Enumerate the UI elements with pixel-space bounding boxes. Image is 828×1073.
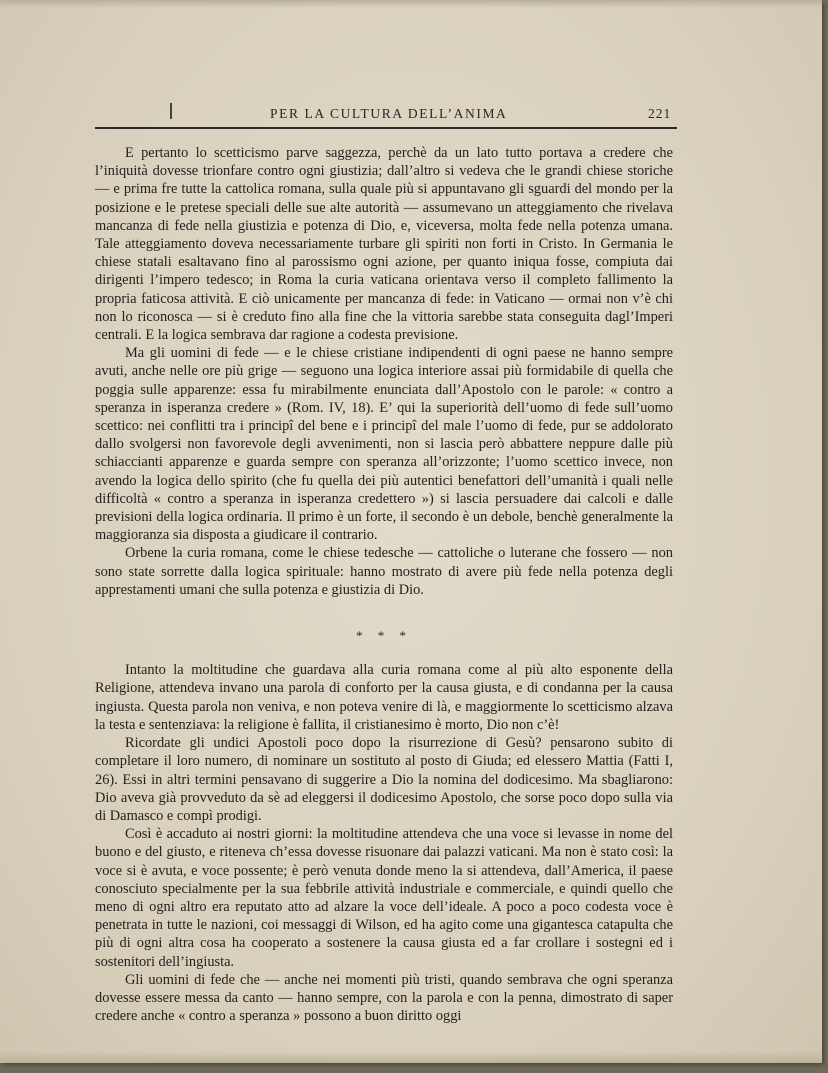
paragraph: Ma gli uomini di fede — e le chiese cristiane indipendenti di ogni paese ne hanno sempre avuti, anche nelle ore più grige — seguono una logica interiore assai più formidabile di quella che poggia sulle apparenze: essa fu mirabilmente enunciata dall’Apostolo con le parole: « contro a speranza in isperanza credere » (Rom. IV, 18). E’ qui la superiorità dell’uomo di fede sull’uomo scettico: nei conflitti tra i principî del bene e i principî del male l’uomo di fede, pur se addolorato dallo svolgersi non favorevole degli avvenimenti, non si lascia però abbattere neppure dalle più schiaccianti apparenze e guarda sempre con speranza all’orizzonte; l’uomo scettico invece, non avendo la logica dello spirito (che fu quella dei più autentici benefattori dell’umanità i quali nelle difficoltà « contro a speranza in isperanza credettero ») si lascia persuadere dai calcoli e dalle previsioni della logica ordinaria. Il primo è un forte, il secondo è un debole, benchè generalmente la maggioranza sia disposta a giudicare il contrario. — [95, 345, 673, 544]
paragraph: Così è accaduto ai nostri giorni: la moltitudine attendeva che una voce si levasse in nome del buono e del giusto, e riteneva ch’essa dovesse risuonare dai palazzi vaticani. Ma non è stato così: la voce si è avuta, e voce possente; è però venuta donde meno la si attendeva, dall’America, il paese conosciuto specialmente per la sua febbrile attività industriale e commerciale, e quindi quello che meno di ogni altro era reputato atto ad alzare la voce dell’ideale. A poco a poco codesta voce è penetrata in tutte le nazioni, coi messaggi di Wilson, ed ha agito come una gigantesca catapulta che più di ogni altra cosa ha cooperato a sostenere la causa giusta ed a far crollare i sostegni ed i sostenitori dell’ingiusta. — [95, 826, 673, 970]
page-number: 221 — [648, 106, 672, 121]
paragraph: Gli uomini di fede che — anche nei momenti più tristi, quando sembrava che ogni speranza dovesse essere messa da canto — hanno sempre, con la parola e con la penna, dimostrato di saper credere anche « contro a speranza » possono a buon diritto oggi — [95, 971, 673, 1025]
paragraph: E pertanto lo scetticismo parve saggezza, perchè da un lato tutto portava a credere che l’iniquità dovesse trionfare contro ogni giustizia; dall’altro si vedeva che le grandi chiese storiche — e prima fre tutte la cattolica romana, sulla quale più si appuntavano gli sguardi del mondo per la posizione e le pretese speciali delle sue alte autorità — assumevano un atteggiamento che rivelava mancanza di fede nella giustizia e potenza di Dio, e, viceversa, molta fede nella potenza umana. Tale atteggiamento doveva necessariamente turbare gli spiriti non forti in Cristo. In Germania le chiese statali esaltavano fino al parossismo ogni azione, per quanto iniqua fosse, compiuta dai dirigenti l’impero tedesco; in Roma la curia vaticana orientava verso il completo fallimento la propria faticosa attività. E ciò unicamente per mancanza di fede: in Vaticano — ormai non v’è chi non lo riconosca — si è creduto fino alla fine che la vittoria sarebbe stata conseguita dagl’Imperi centrali. E la logica sembrava dar ragione a codesta previsione. — [95, 145, 673, 344]
body-text — [95, 144, 673, 1025]
section-separator: * * * — [356, 628, 412, 644]
paragraph: Orbene la curia romana, come le chiese tedesche — cattoliche o luterane che fossero — non sono state sorrette dalla logica spirituale: hanno mostrato di avere più fede nella potenza degli apprestamenti umani che sulla potenza e giustizia di Dio. — [95, 545, 673, 598]
paragraph: Intanto la moltitudine che guardava alla curia romana come al più alto esponente della Religione, attendeva invano una parola di conforto per la causa giusta, e di condanna per la causa ingiusta. Questa parola non veniva, e non poteva venire di là, e maggiormente lo scetticismo alzava la testa e sentenziava: la religione è fallita, il cristianesimo è morto, Dio non c’è! — [95, 662, 673, 733]
page-top-edge — [0, 0, 822, 8]
header-rule — [95, 127, 677, 129]
page-bottom-edge — [0, 1051, 822, 1063]
paragraph: Ricordate gli undici Apostoli poco dopo la risurrezione di Gesù? pensarono subito di completare il loro numero, di nominare un sostituto al posto di Giuda; ed elessero Mattia (Fatti I, 26). Essi in altri termini pensavano di suggerire a Dio la nomina del dodicesimo. Ma sbagliarono: Dio aveva già provveduto da sè ad eleggersi il dodicesimo Apostolo, che sorse poco dopo sulla via di Damasco e compì prodigi. — [95, 735, 673, 824]
running-header-title: PER LA CULTURA DELL’ANIMA — [270, 106, 508, 121]
margin-mark — [170, 103, 172, 119]
